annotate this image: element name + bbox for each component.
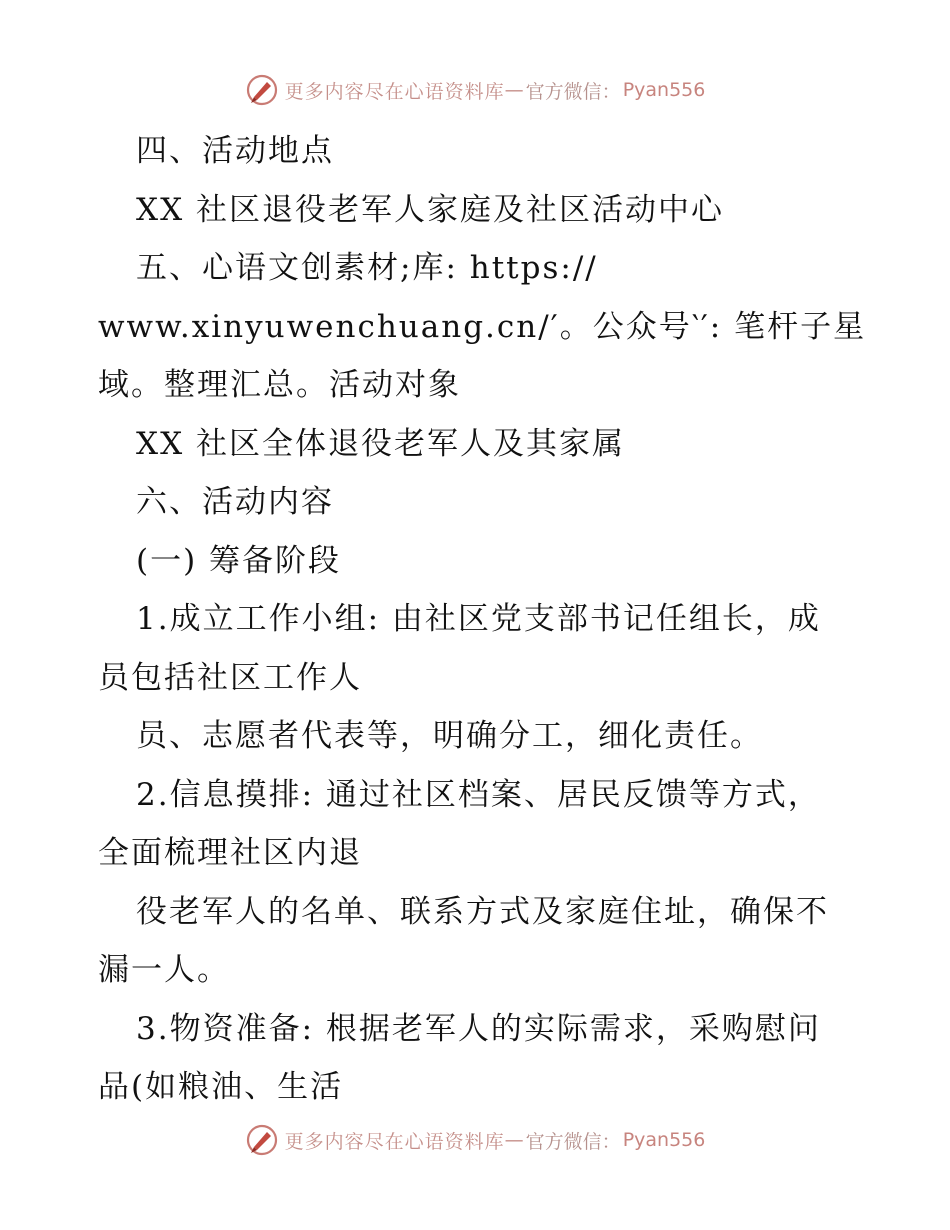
- section-heading-content: 六、活动内容: [136, 484, 334, 520]
- watermark-footer: [0, 1120, 950, 1160]
- watermark-dash: —: [504, 1129, 524, 1151]
- watermark-wechat-label: 官方微信：: [525, 1130, 621, 1153]
- section-heading-location: 四、活动地点: [136, 133, 334, 169]
- paragraph-line: 全面梳理社区内退: [98, 835, 362, 871]
- paragraph-line: 役老军人的名单、联系方式及家庭住址，确保不: [136, 893, 829, 930]
- paragraph-line: XX 社区退役老军人家庭及社区活动中心: [136, 191, 724, 228]
- paragraph-line: 3.物资准备: 根据老军人的实际需求，采购慰问: [136, 1010, 821, 1047]
- paragraph-line: 品(如粮油、生活: [98, 1069, 344, 1105]
- watermark-text: 更多内容尽在心语资料库: [284, 80, 505, 103]
- document-body: [98, 122, 867, 1117]
- paragraph-line: 五、心语文创素材;库: https://: [136, 250, 598, 286]
- watermark-dash: —: [504, 79, 524, 101]
- pen-nib-logo-icon: [245, 1123, 279, 1157]
- paragraph-line: XX 社区全体退役老军人及其家属: [136, 425, 625, 462]
- watermark-text: 更多内容尽在心语资料库: [284, 1130, 505, 1153]
- paragraph-line: 1.成立工作小组: 由社区党支部书记任组长，成: [136, 601, 821, 637]
- paragraph-line: 员、志愿者代表等，明确分工，细化责任。: [136, 718, 763, 754]
- paragraph-line: www.xinyuwenchuang.cn/′。公众号‵′: 笔杆子星: [98, 308, 867, 345]
- paragraph-line: 2.信息摸排: 通过社区档案、居民反馈等方式，: [136, 776, 821, 813]
- paragraph-line: 员包括社区工作人: [98, 659, 362, 696]
- watermark-wechat-id: Pyan556: [622, 1129, 706, 1151]
- subsection-heading-preparation: (一) 筹备阶段: [136, 542, 342, 579]
- pen-nib-logo-icon: [245, 73, 279, 107]
- watermark-wechat-id: Pyan556: [622, 79, 706, 101]
- paragraph-line: 域。整理汇总。活动对象: [98, 367, 461, 403]
- paragraph-line: 漏一人。: [98, 952, 230, 988]
- watermark-wechat-label: 官方微信：: [525, 80, 621, 103]
- watermark-header: [0, 70, 950, 110]
